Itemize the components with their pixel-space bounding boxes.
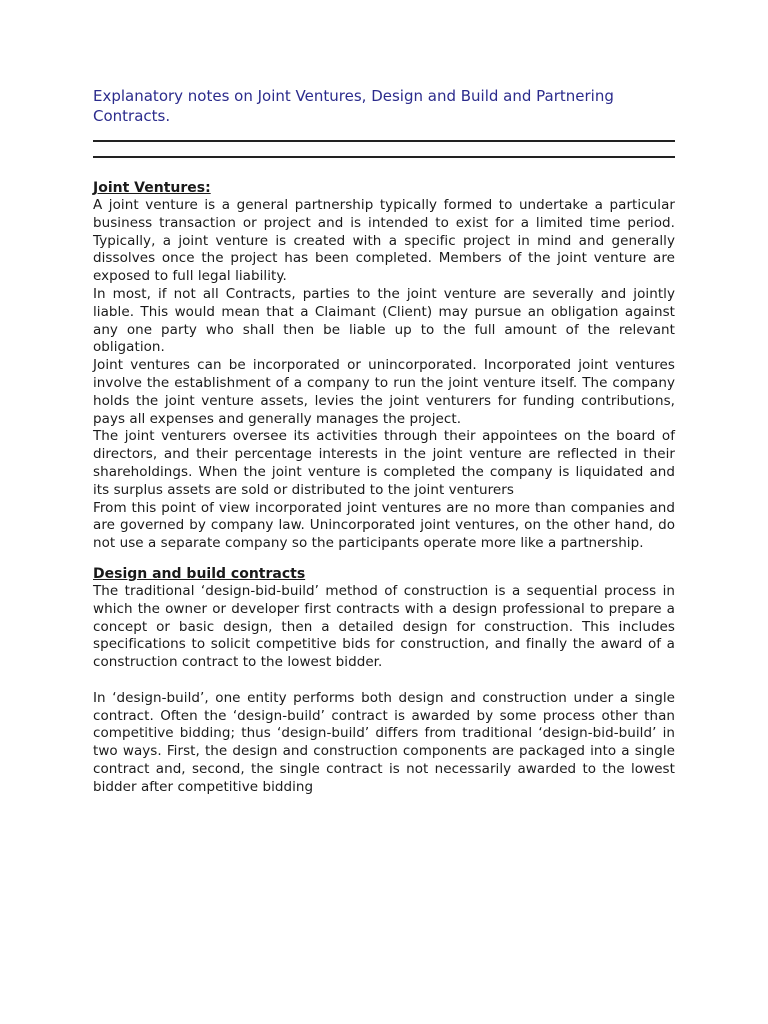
paragraph: Joint ventures can be incorporated or unincorporated. Incorporated joint ventures involve the establishment of a company to run the joint venture itself. The company holds the joint venture assets, levies the joint venturers for funding contributions, pays all expenses and generally manages the project.: [93, 357, 675, 427]
document-title: Explanatory notes on Joint Ventures, Design and Build and Partnering Contracts.: [93, 87, 614, 125]
section-joint-ventures: [93, 179, 675, 553]
document-page: [93, 86, 675, 797]
section-heading: Design and build contracts: [93, 565, 306, 582]
paragraph: The joint venturers oversee its activities through their appointees on the board of directors, and their percentage interests in the joint venture are reflected in their shareholdings. When the joint venture is completed the company is liquidated and its surplus assets are sold or distributed to the joint venturers: [93, 428, 675, 498]
paragraph-spacer: [93, 672, 675, 690]
paragraph: In most, if not all Contracts, parties to the joint venture are severally and jointly liable. This would mean that a Claimant (Client) may pursue an obligation against any one party who shall then be liable up to the full amount of the relevant obligation.: [93, 285, 675, 356]
title-divider-top: [93, 140, 675, 142]
title-divider-bottom: [93, 156, 675, 158]
paragraph: In ‘design-build’, one entity performs both design and construction under a single contract. Often the ‘design-build’ contract is awarded by some process other than competitive bidding; thus ‘design-build’ differs from traditional ‘design-bid-build’ in two ways. First, the design and construction components are packaged into a single contract and, second, the single contract is not necessarily awarded to the lowest bidder after competitive bidding: [93, 689, 675, 795]
section-design-and-build: [93, 565, 675, 797]
paragraph: From this point of view incorporated joint ventures are no more than companies and are governed by company law. Unincorporated joint ventures, on the other hand, do not use a separate company so the participants operate more like a partnership.: [93, 499, 675, 552]
paragraph: The traditional ‘design-bid-build’ method of construction is a sequential process in which the owner or developer first contracts with a design professional to prepare a concept or basic design, then a detailed design for construction. This includes specifications to solicit competitive bids for construction, and finally the award of a construction contract to the lowest bidder.: [93, 582, 675, 671]
section-heading: Joint Ventures:: [93, 180, 211, 196]
paragraph: A joint venture is a general partnership typically formed to undertake a particular business transaction or project and is intended to exist for a limited time period. Typically, a joint venture is created with a specific project in mind and generally dissolves once the project has been completed. Members of the joint venture are exposed to full legal liability.: [93, 197, 675, 285]
